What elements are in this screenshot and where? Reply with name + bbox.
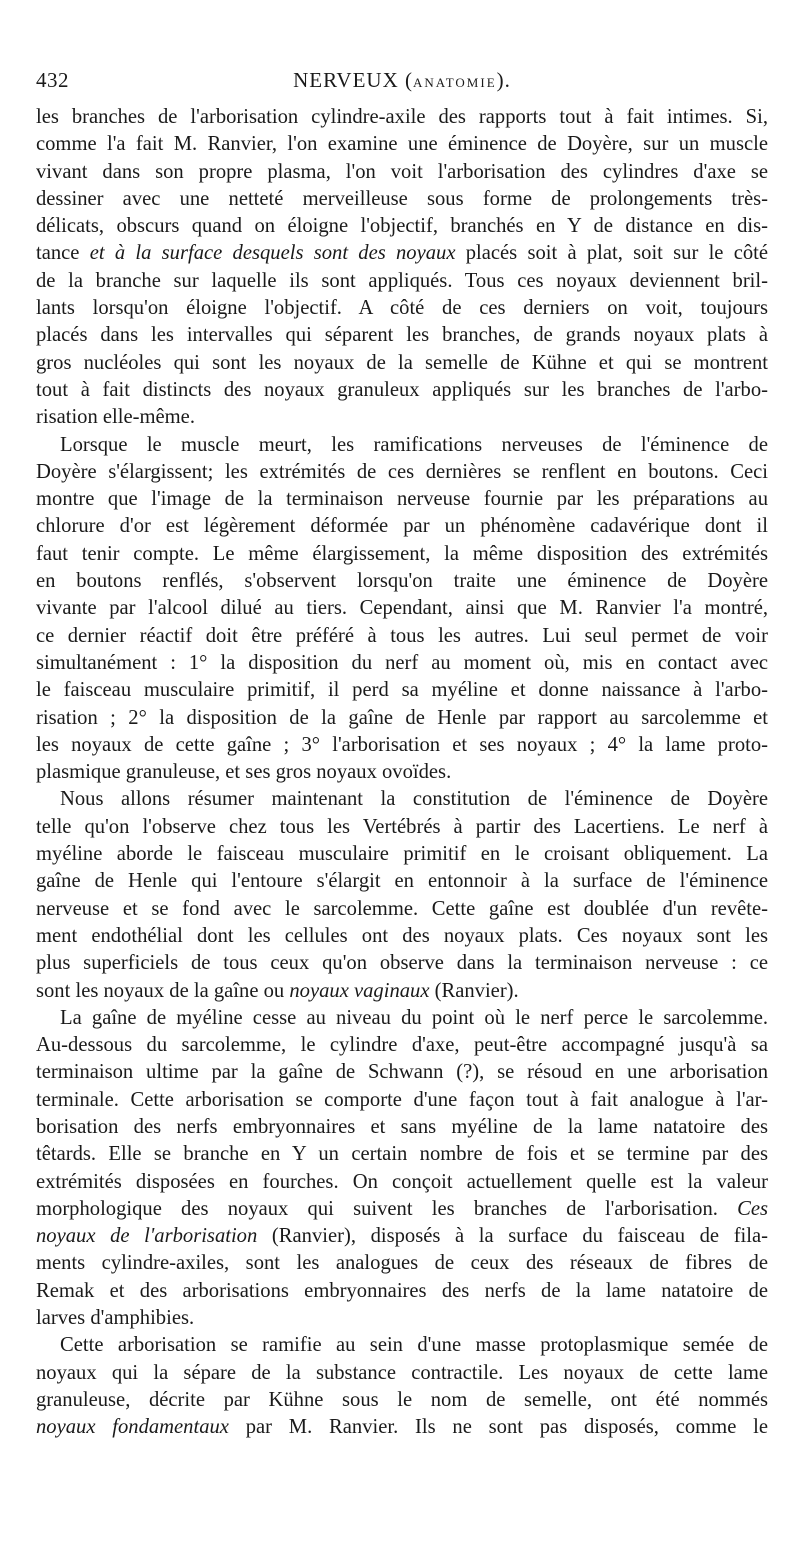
text-line: Cette arborisation se ramifie au sein d'une masse protoplasmique semée de [60,1334,768,1357]
text-line: larves d'amphibies. [36,1307,195,1330]
text-line: risation ; 2° la disposition de la gaîne de Henle par rapport au sarcolemme et [36,706,768,729]
text-line: dessiner avec une netteté merveilleuse sous forme de prolongements très- [36,187,768,210]
paragraph [36,1005,768,1333]
text-line: placés dans les intervalles qui séparent les branches, de grands noyaux plats à [36,324,768,347]
text-line: borisation des nerfs embryonnaires et sans myéline de la lame natatoire des [36,1115,768,1138]
running-head-end: ). [496,68,511,92]
text-line: terminaison ultime par la gaîne de Schwann (?), se résoud en une arborisation [36,1061,768,1084]
text-line: faut tenir compte. Le même élargissement, la même disposition des extrémités [36,542,768,565]
text-line: Nous allons résumer maintenant la constitution de l'éminence de Doyère [60,788,768,811]
text-line: extrémités disposées en fourches. On conçoit actuellement quelle est la valeur [36,1170,768,1193]
text-line: risation elle-même. [36,406,195,429]
text-line: lants lorsqu'on éloigne l'objectif. A côté de ces derniers on voit, toujours [36,297,768,320]
text-line: nerveuse et se fond avec le sarcolemme. Cette gaîne est doublée d'un revête- [36,897,768,920]
text-line: plasmique granuleuse, et ses gros noyaux ovoïdes. [36,761,452,784]
text-line: chlorure d'or est légèrement déformée par un phénomène cadavérique dont il [36,515,768,538]
text-line: les noyaux de cette gaîne ; 3° l'arborisation et ses noyaux ; 4° la lame proto- [36,733,768,756]
text-line: La gaîne de myéline cesse au niveau du point où le nerf perce le sarcolemme. [60,1006,768,1029]
paragraph [36,786,768,1004]
text-line: le faisceau musculaire primitif, il perd sa myéline et donne naissance à l'arbo- [36,679,768,702]
paragraph [36,104,768,432]
text-line: Doyère s'élargissent; les extrémités de ces dernières se renflent en boutons. Ceci [36,460,768,483]
text-line: ments cylindre-axiles, sont les analogues de ceux des réseaux de fibres de [36,1252,768,1275]
text-line: ce dernier réactif doit être préféré à tous les autres. Lui seul permet de voir [36,624,768,647]
text-line: tout à fait distincts des noyaux granuleux appliqués sur les branches de l'arbo- [36,378,768,401]
text-line: Remak et des arborisations embryonnaires des nerfs de la lame natatoire de [36,1279,768,1302]
text-line: les branches de l'arborisation cylindre-axile des rapports tout à fait intimes. Si, [36,106,768,128]
text-line: telle qu'on l'observe chez tous les Vertébrés à partir des Lacertiens. Le nerf à [36,815,768,838]
text-line: vivante par l'alcool dilué au tiers. Cependant, ainsi que M. Ranvier l'a montré, [36,597,768,620]
text-line: granuleuse, décrite par Kühne sous le nom de semelle, ont été nommés [36,1388,768,1411]
text-line: comme l'a fait M. Ranvier, l'on examine une éminence de Doyère, sur un muscle [36,133,768,156]
text-line: en boutons renflés, s'observent lorsqu'on traite une éminence de Doyère [36,570,768,593]
text-line: simultanément : 1° la disposition du nerf au moment où, mis en contact avec [36,651,768,674]
text-line: terminale. Cette arborisation se comporte d'une façon tout à fait analogue à l'ar- [36,1088,768,1111]
body-text [36,104,768,1442]
paragraph [36,1332,768,1441]
text-line: tance et à la surface desquels sont des noyaux placés soit à plat, soit sur le côté [36,242,769,265]
text-line: gros nucléoles qui sont les noyaux de la semelle de Kühne et qui se montrent [36,351,768,374]
text-line: plus superficiels de tous ceux qu'on observe dans la terminaison nerveuse : ce [36,952,768,975]
text-line: morphologique des noyaux qui suivent les branches de l'arborisation. Ces [36,1197,768,1220]
page-number: 432 [36,68,69,92]
text-line: Lorsque le muscle meurt, les ramifications nerveuses de l'éminence de [60,433,768,456]
text-line: noyaux fondamentaux par M. Ranvier. Ils ne sont pas disposés, comme le [36,1416,768,1439]
text-line: ment endothélial dont les cellules ont des noyaux plats. Ces noyaux sont les [36,924,768,947]
text-line: noyaux de l'arborisation (Ranvier), disposés à la surface du faisceau de fila- [36,1225,768,1248]
text-line: sont les noyaux de la gaîne ou noyaux vaginaux (Ranvier). [36,979,519,1002]
running-head [36,68,768,93]
text-line: délicats, obscurs quand on éloigne l'objectif, branchés en Y de distance en dis- [36,215,768,238]
text-line: noyaux qui la sépare de la substance contractile. Les noyaux de cette lame [36,1361,768,1384]
page-header [36,68,768,98]
text-line: têtards. Elle se branche en Y un certain nombre de fois et se termine par des [36,1143,768,1166]
text-line: montre que l'image de la terminaison nerveuse fournie par les préparations au [36,488,768,511]
running-head-title: NERVEUX ( [293,68,413,92]
text-line: vivant dans son propre plasma, l'on voit l'arborisation des cylindres d'axe se [36,160,768,183]
text-line: myéline aborde le faisceau musculaire primitif en le croisant obliquement. La [36,843,768,866]
text-line: de la branche sur laquelle ils sont appliqués. Tous ces noyaux deviennent bril- [36,269,768,292]
text-line: gaîne de Henle qui l'entoure s'élargit en entonnoir à la surface de l'éminence [36,870,768,893]
running-head-subject: ANATOMIE [412,75,497,90]
text-line: Au-dessous du sarcolemme, le cylindre d'axe, peut-être accompagné jusqu'à sa [36,1034,768,1057]
paragraph [36,432,768,787]
